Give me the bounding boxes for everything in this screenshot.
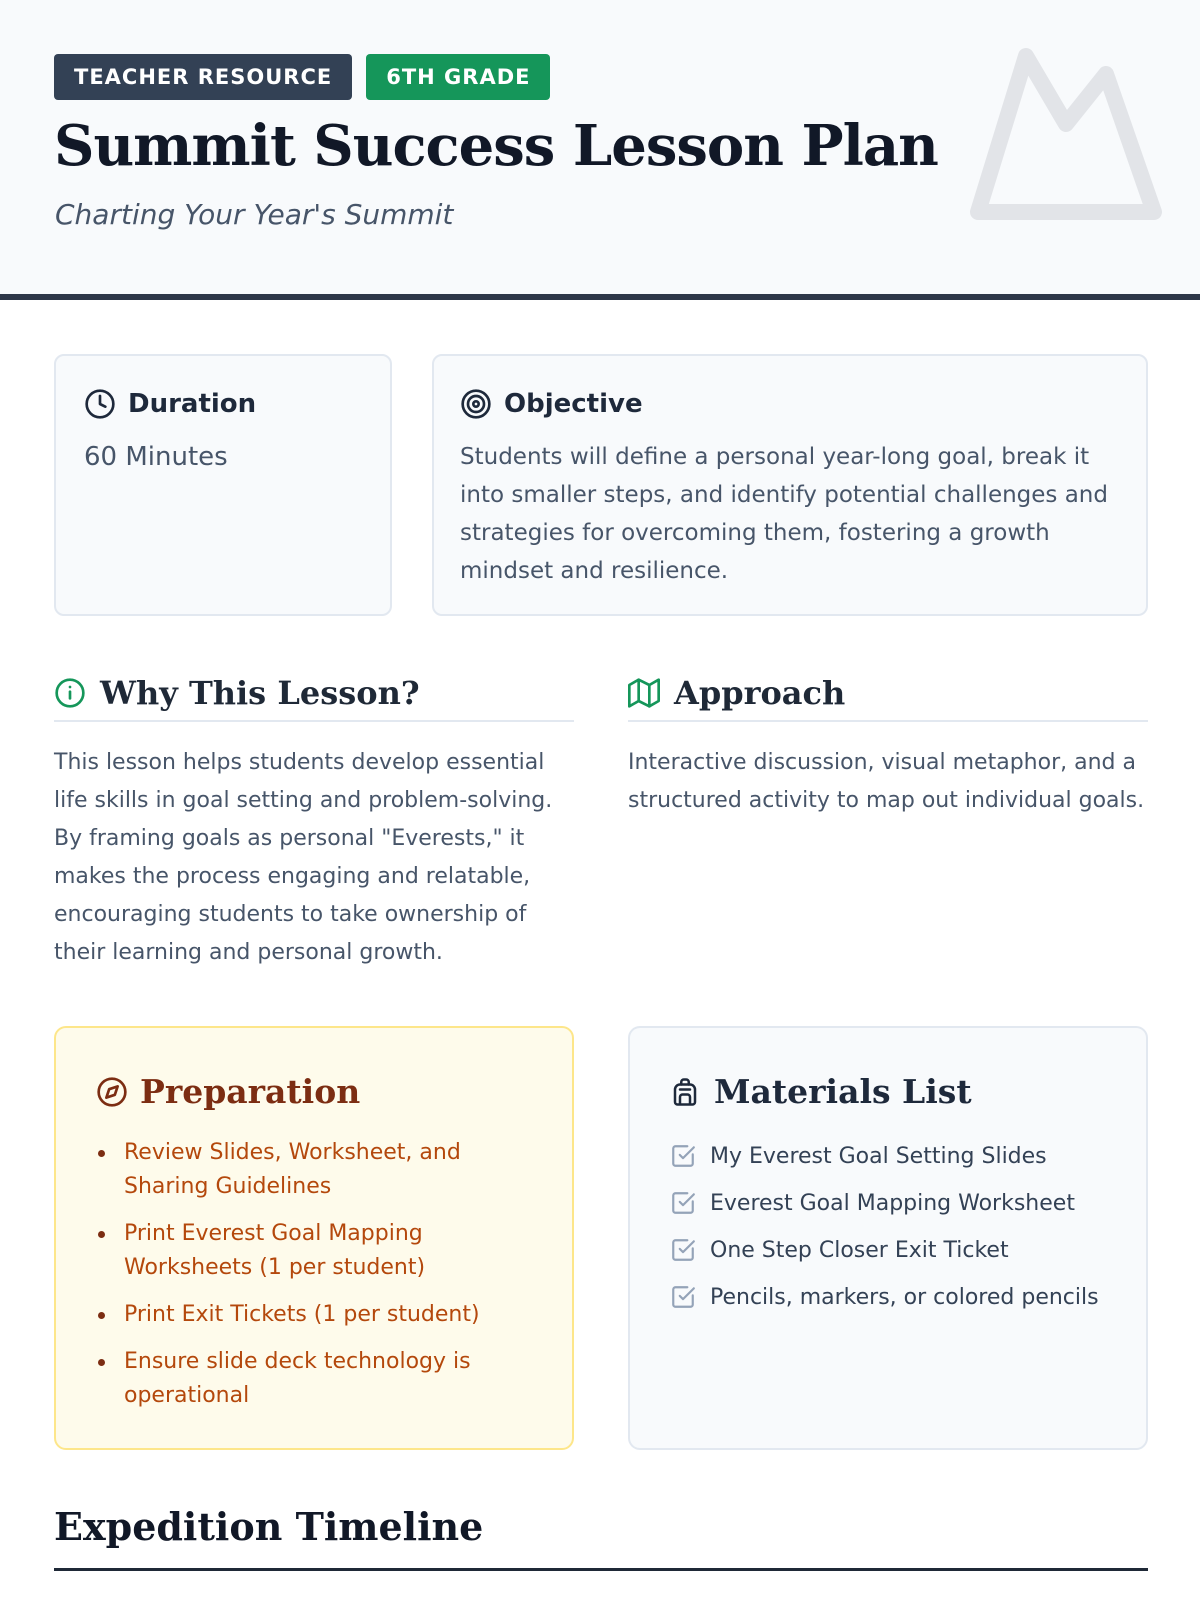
preparation-item: Print Everest Goal Mapping Worksheets (1 per student) bbox=[96, 1217, 536, 1285]
preparation-card bbox=[54, 1026, 574, 1450]
materials-item-label: One Step Closer Exit Ticket bbox=[710, 1237, 1009, 1263]
map-icon bbox=[628, 677, 660, 709]
materials-item-label: Everest Goal Mapping Worksheet bbox=[710, 1190, 1075, 1216]
materials-item bbox=[670, 1281, 1130, 1313]
timeline-title: Expedition Timeline bbox=[54, 1504, 484, 1549]
checkbox-icon bbox=[670, 1237, 696, 1263]
duration-value: 60 Minutes bbox=[84, 442, 228, 472]
grade-badge: 6TH GRADE bbox=[366, 54, 550, 100]
why-section-header bbox=[54, 666, 574, 722]
preparation-header bbox=[96, 1072, 360, 1111]
materials-header bbox=[670, 1072, 972, 1111]
objective-text: Students will define a personal year-long goal, break it into smaller steps, and identify potential challenges and strategies for overcoming them, fostering a growth mindset and resilience. bbox=[460, 444, 1108, 584]
checkbox-icon bbox=[670, 1190, 696, 1216]
duration-header bbox=[84, 388, 256, 420]
materials-list bbox=[670, 1140, 1130, 1328]
page-title: Summit Success Lesson Plan bbox=[54, 113, 938, 179]
target-icon bbox=[460, 388, 492, 420]
why-section-title: Why This Lesson? bbox=[100, 674, 420, 712]
checkbox-icon bbox=[670, 1143, 696, 1169]
preparation-item: Print Exit Tickets (1 per student) bbox=[96, 1298, 536, 1332]
objective-card bbox=[432, 354, 1148, 616]
objective-label: Objective bbox=[504, 389, 643, 419]
preparation-list bbox=[96, 1136, 536, 1426]
compass-icon bbox=[96, 1076, 128, 1108]
checkbox-icon bbox=[670, 1284, 696, 1310]
duration-card bbox=[54, 354, 392, 616]
materials-item bbox=[670, 1140, 1130, 1172]
mountain-icon bbox=[966, 42, 1166, 232]
why-section-text: This lesson helps students develop essential life skills in goal setting and problem-solving. By framing goals as personal "Everests," it makes the process engaging and relatable, encouraging students to take ownership of their learning and personal growth. bbox=[54, 750, 553, 965]
materials-item bbox=[670, 1234, 1130, 1266]
objective-header bbox=[460, 388, 643, 420]
materials-title: Materials List bbox=[714, 1072, 972, 1111]
materials-item bbox=[670, 1187, 1130, 1219]
materials-item-label: Pencils, markers, or colored pencils bbox=[710, 1284, 1099, 1310]
timeline-divider bbox=[54, 1568, 1148, 1571]
duration-label: Duration bbox=[128, 389, 257, 419]
clock-icon bbox=[84, 388, 116, 420]
backpack-icon bbox=[670, 1076, 700, 1108]
page-subtitle: Charting Your Year's Summit bbox=[55, 198, 454, 231]
approach-section-text: Interactive discussion, visual metaphor, and a structured activity to map out individual goals. bbox=[628, 750, 1145, 813]
preparation-item: Review Slides, Worksheet, and Sharing Guidelines bbox=[96, 1136, 536, 1204]
preparation-title: Preparation bbox=[140, 1072, 361, 1111]
materials-card bbox=[628, 1026, 1148, 1450]
preparation-item: Ensure slide deck technology is operational bbox=[96, 1345, 536, 1413]
page-header bbox=[0, 0, 1200, 300]
teacher-resource-badge: TEACHER RESOURCE bbox=[54, 54, 352, 100]
approach-section-title: Approach bbox=[674, 674, 846, 712]
approach-section-header bbox=[628, 666, 1148, 722]
badge-group bbox=[54, 54, 550, 100]
materials-item-label: My Everest Goal Setting Slides bbox=[710, 1143, 1047, 1169]
info-icon bbox=[54, 677, 86, 709]
